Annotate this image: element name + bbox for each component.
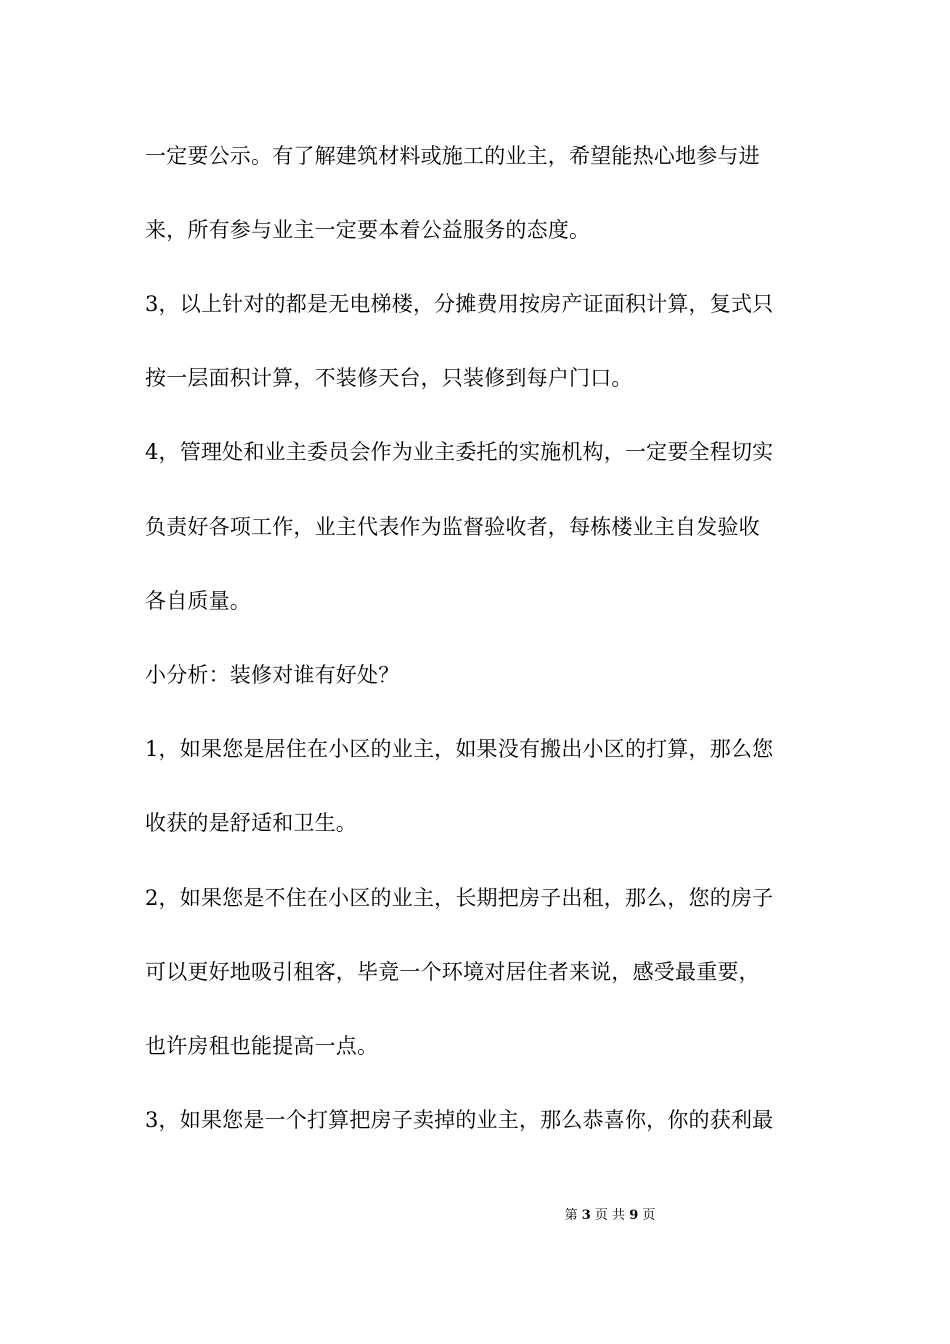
text-line: 收获的是舒适和卫生。 <box>145 811 357 835</box>
total-page-number: 9 <box>629 1208 639 1223</box>
text-line: 1，如果您是居住在小区的业主，如果没有搬出小区的打算，那么您 <box>145 737 774 761</box>
text-line: 负责好各项工作，业主代表作为监督验收者，每栋楼业主自发验收 <box>145 515 760 539</box>
text-line: 也许房租也能提高一点。 <box>145 1034 379 1058</box>
page-footer <box>0 1208 950 1224</box>
text-line: 3，如果您是一个打算把房子卖掉的业主，那么恭喜你，你的获利最 <box>145 1108 774 1132</box>
text-line: 2，如果您是不住在小区的业主，长期把房子出租，那么，您的房子 <box>145 886 774 910</box>
section-heading: 小分析：装修对谁有好处？ <box>145 663 400 687</box>
text-line: 4，管理处和业主委员会作为业主委托的实施机构，一定要全程切实 <box>145 440 774 464</box>
text-line: 来，所有参与业主一定要本着公益服务的态度。 <box>145 218 591 242</box>
text-line: 3，以上针对的都是无电梯楼，分摊费用按房产证面积计算，复式只 <box>145 292 774 316</box>
footer-suffix: 页 <box>642 1208 656 1223</box>
text-line: 一定要公示。有了解建筑材料或施工的业主，希望能热心地参与进 <box>145 144 760 168</box>
text-line: 可以更好地吸引租客，毕竟一个环境对居住者来说，感受最重要， <box>145 960 760 984</box>
current-page-number: 3 <box>581 1208 591 1223</box>
text-line: 按一层面积计算，不装修天台，只装修到每户门口。 <box>145 366 633 390</box>
text-line: 各自质量。 <box>145 589 251 613</box>
footer-prefix: 第 <box>564 1208 578 1223</box>
footer-middle: 页 共 <box>594 1208 626 1223</box>
